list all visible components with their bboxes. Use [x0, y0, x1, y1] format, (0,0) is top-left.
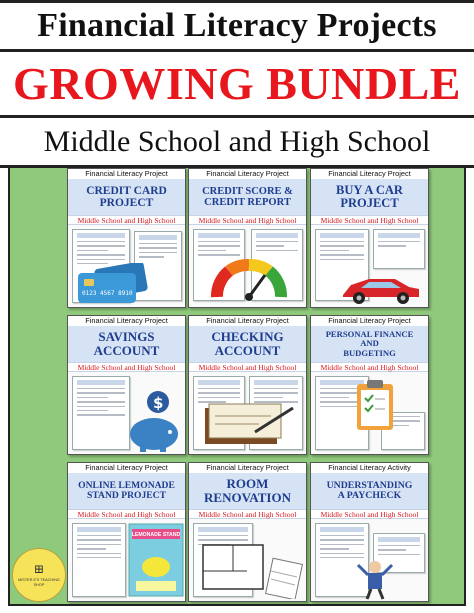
card-title: UNDERSTANDING A PAYCHECK — [311, 473, 428, 509]
card-subtitle: Middle School and High School — [311, 215, 428, 225]
card-preview — [189, 225, 306, 308]
floor-plan-icon — [199, 541, 303, 599]
clipboard-icon — [351, 378, 401, 434]
card-subtitle: Middle School and High School — [68, 215, 185, 225]
card-label: Financial Literacy Project — [328, 169, 411, 178]
card-subtitle: Middle School and High School — [311, 509, 428, 519]
card-label: Financial Literacy Project — [206, 169, 289, 178]
card-subtitle: Middle School and High School — [68, 362, 185, 372]
card-subtitle: Middle School and High School — [189, 509, 306, 519]
card-credit-card[interactable] — [67, 168, 186, 308]
card-personal-finance[interactable] — [310, 315, 429, 455]
card-preview — [311, 225, 428, 308]
checkbook-icon — [199, 398, 299, 448]
card-label: Financial Literacy Project — [85, 316, 168, 325]
card-preview — [68, 372, 185, 455]
card-checking-account[interactable] — [188, 315, 307, 455]
card-preview — [68, 519, 185, 602]
card-subtitle: Middle School and High School — [189, 215, 306, 225]
card-label: Financial Literacy Project — [206, 463, 289, 472]
card-preview — [311, 519, 428, 602]
card-title: PERSONAL FINANCE AND BUDGETING — [311, 326, 428, 362]
shop-logo — [12, 548, 66, 602]
lemonade-sign: LEMONADE STAND — [131, 532, 181, 538]
card-subtitle: Middle School and High School — [68, 509, 185, 519]
page-subtitle: Middle School and High School — [0, 118, 474, 168]
piggy-bank-icon — [126, 386, 184, 452]
card-label: Financial Literacy Project — [328, 316, 411, 325]
card-preview — [311, 372, 428, 455]
card-title: CHECKING ACCOUNT — [189, 326, 306, 362]
card-label: Financial Literacy Activity — [328, 463, 411, 472]
paycheck-icon — [355, 559, 395, 601]
card-savings-account[interactable] — [67, 315, 186, 455]
car-icon — [339, 273, 423, 305]
logo-text: MISTER E'S TEACHING SHOP — [18, 578, 60, 587]
card-subtitle: Middle School and High School — [189, 362, 306, 372]
card-preview — [68, 225, 185, 308]
card-credit-score[interactable] — [188, 168, 307, 308]
logo-mark: ⊞ — [33, 562, 45, 576]
card-lemonade-stand[interactable] — [67, 462, 186, 602]
card-title: ONLINE LEMONADE STAND PROJECT — [68, 473, 185, 509]
card-title: BUY A CAR PROJECT — [311, 179, 428, 215]
lemonade-stand-icon — [128, 523, 184, 599]
gauge-icon — [209, 249, 289, 305]
card-label: Financial Literacy Project — [206, 316, 289, 325]
card-subtitle: Middle School and High School — [311, 362, 428, 372]
card-understanding-paycheck[interactable] — [310, 462, 429, 602]
page-title: Financial Literacy Projects — [0, 0, 474, 52]
credit-card-icon — [76, 263, 152, 305]
card-number: 0123 4567 8910 — [82, 290, 133, 297]
card-preview — [189, 519, 306, 602]
card-title: CREDIT CARD PROJECT — [68, 179, 185, 215]
card-title: SAVINGS ACCOUNT — [68, 326, 185, 362]
card-label: Financial Literacy Project — [85, 463, 168, 472]
card-room-renovation[interactable] — [188, 462, 307, 602]
card-label: Financial Literacy Project — [85, 169, 168, 178]
bundle-heading: GROWING BUNDLE — [0, 52, 474, 118]
card-preview — [189, 372, 306, 455]
card-buy-a-car[interactable] — [310, 168, 429, 308]
card-title: CREDIT SCORE & CREDIT REPORT — [189, 179, 306, 215]
svg-text:$: $ — [153, 394, 164, 412]
card-title: ROOM RENOVATION — [189, 473, 306, 509]
